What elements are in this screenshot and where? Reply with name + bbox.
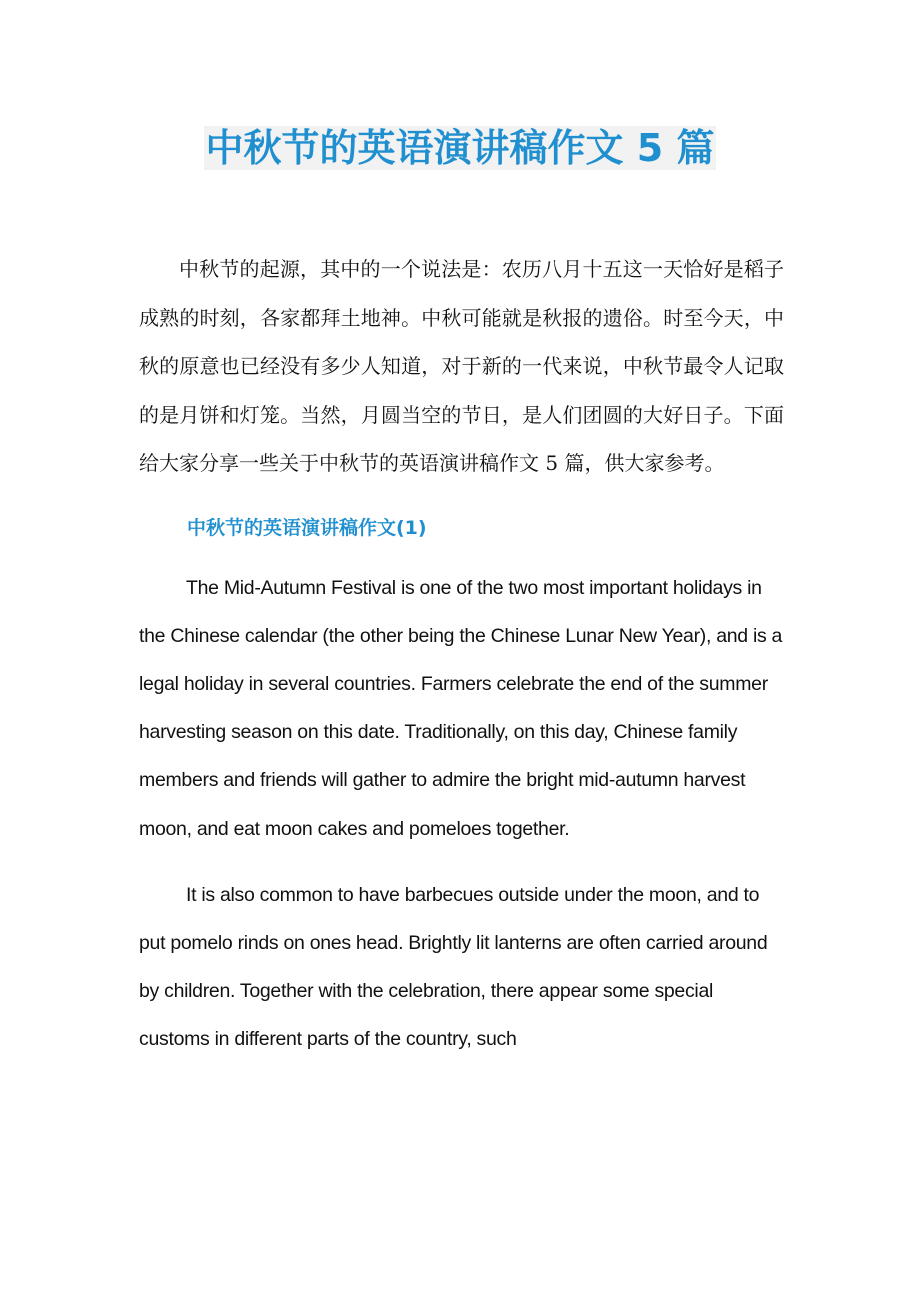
document-title-text: 中秋节的英语演讲稿作文 5 篇 <box>205 126 715 170</box>
body-paragraph: The Mid-Autumn Festival is one of the two most important holidays in the Chinese calendar (the other being the Chinese Lunar New Year), and is a legal holiday in several countries. Farmers celebrate the end of the summer harvesting season on this date. Traditionally, on this day, Chinese family members and friends will gather to admire the bright mid-autumn harvest moon, and eat moon cakes and pomeloes together. <box>139 576 783 840</box>
body-paragraph: It is also common to have barbecues outside under the moon, and to put pomelo rinds on ones head. Brightly lit lanterns are often carried around by children. Together with the celebration, there appear some special customs in different parts of the country, such <box>139 883 768 1051</box>
document-title <box>0 118 920 178</box>
section-heading: 中秋节的英语演讲稿作文(1) <box>187 516 427 539</box>
intro-paragraph: 中秋节的起源，其中的一个说法是：农历八月十五这一天恰好是稻子成熟的时刻，各家都拜土地神。中秋可能就是秋报的遗俗。时至今天，中秋的原意也已经没有多少人知道，对于新的一代来说，中秋节最令人记取的是月饼和灯笼。当然，月圆当空的节日，是人们团圆的大好日子。下面给大家分享一些关于中秋节的英语演讲稿作文 5 篇，供大家参考。 <box>139 257 784 475</box>
document-body <box>139 245 784 1064</box>
